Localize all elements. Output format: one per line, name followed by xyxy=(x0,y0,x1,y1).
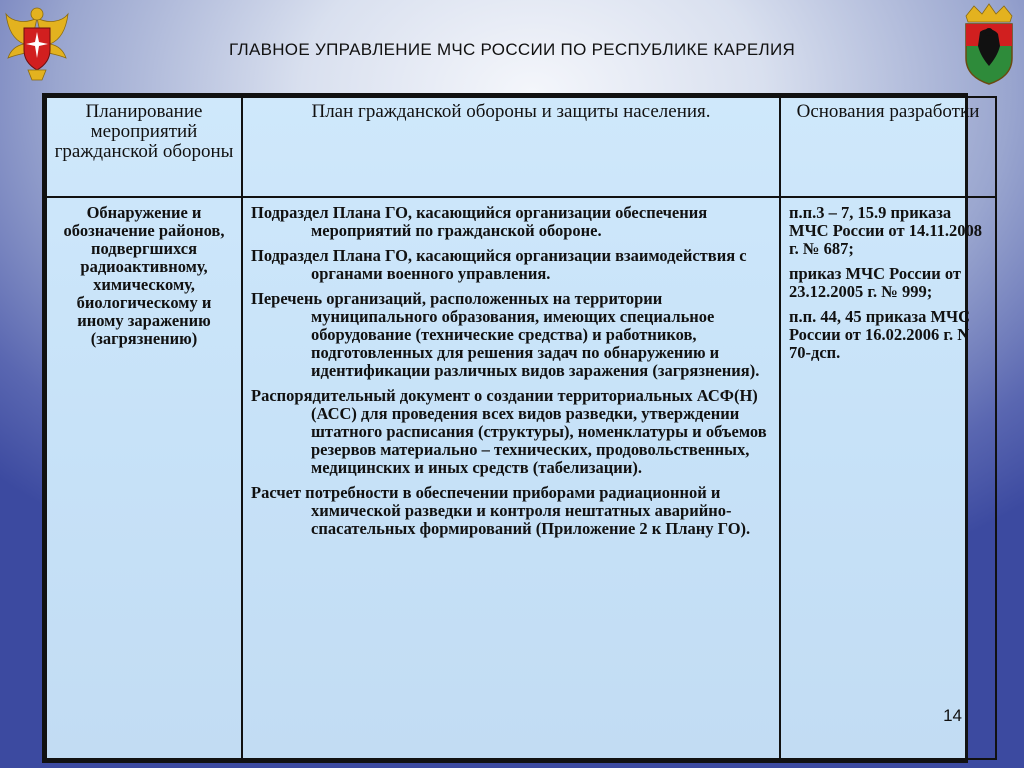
gov-defense-plan-table xyxy=(42,93,983,763)
basis-cell xyxy=(780,197,996,759)
plan-item: Подраздел Плана ГО, касающийся организации взаимодействия с органами военного управления. xyxy=(251,246,747,283)
basis-item: п.п. 44, 45 приказа МЧС России от 16.02.2006 г. N 70-дсп. xyxy=(789,307,971,362)
header-defense-plan: План гражданской обороны и защиты населения. xyxy=(242,97,780,197)
measure-cell: Обнаружение и обозначение районов, подвергшихся радиоактивному, химическому, биологическому и иному заражению (загрязнению) xyxy=(46,197,242,759)
plan-item: Подраздел Плана ГО, касающийся организации обеспечения мероприятий по гражданской обороне. xyxy=(251,203,708,240)
karelia-coat-of-arms-icon xyxy=(960,2,1018,86)
header-planning-measures: Планирование мероприятий гражданской обороны xyxy=(46,97,242,197)
page-number: 14 xyxy=(943,706,962,725)
plan-item: Перечень организаций, расположенных на территории муниципального образования, имеющих специальное оборудование (технические средства) и работников, подготовленных для решения задач по обнаружению и идентификации различных видов заражения (загрязнения). xyxy=(251,289,760,380)
header-basis: Основания разработки xyxy=(780,97,996,197)
basis-item: п.п.3 – 7, 15.9 приказа МЧС России от 14.11.2008 г. № 687; xyxy=(789,203,983,258)
basis-item: приказ МЧС России от 23.12.2005 г. № 999; xyxy=(789,264,962,301)
plan-item: Распорядительный документ о создании территориальных АСФ(Н) (АСС) для проведения всех видов разведки, утверждении штатного расписания (структуры), номенклатуры и объемов резервов материально – технических, продовольственных, медицинских и иных средств (табелизации). xyxy=(251,386,767,477)
plan-items-cell xyxy=(242,197,780,759)
table-row xyxy=(46,197,996,759)
table-header-row xyxy=(46,97,996,197)
page-title: ГЛАВНОЕ УПРАВЛЕНИЕ МЧС РОССИИ ПО РЕСПУБЛИКЕ КАРЕЛИЯ xyxy=(228,40,796,59)
plan-item: Расчет потребности в обеспечении приборами радиационной и химической разведки и контроля нештатных аварийно-спасательных формирований (Приложение 2 к Плану ГО). xyxy=(251,483,751,538)
